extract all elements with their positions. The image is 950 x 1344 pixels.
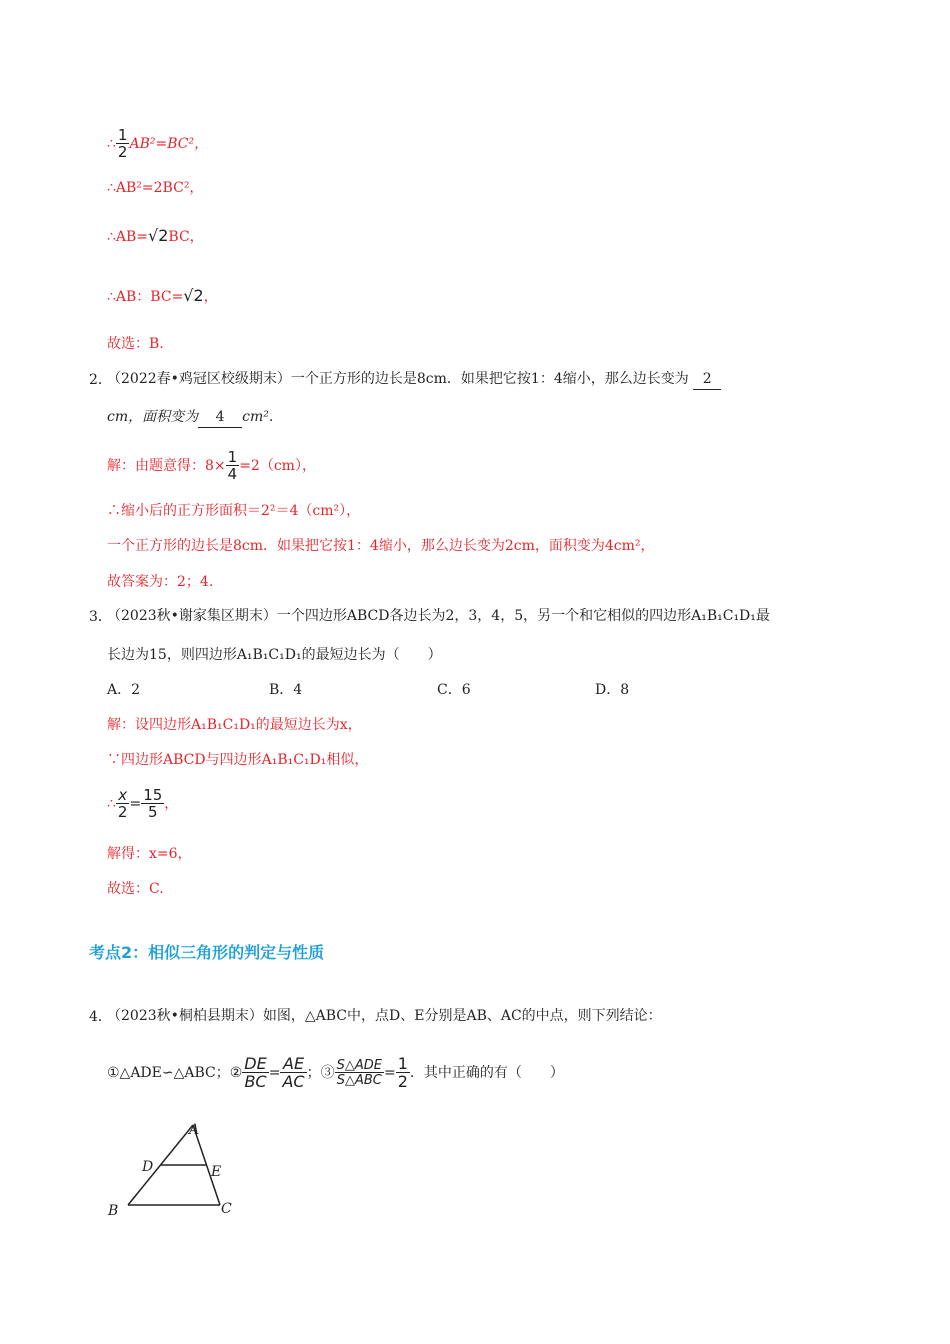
solution-line: ∴缩小后的正方形面积＝2²＝4（cm²）， <box>107 503 361 519</box>
triangle-figure <box>100 1115 250 1225</box>
question-text: （2023秋•谢家集区期末）一个四边形ABCD各边长为2，3，4，5，另一个和它相似的四边形A₁B₁C₁D₁最 <box>107 608 770 624</box>
answer-line: 故选：C. <box>107 881 164 897</box>
label-b: B <box>108 1203 119 1219</box>
fraction: $\frac{AE}{AC}$ <box>282 1054 305 1091</box>
solution-line: ∵四边形ABCD与四边形A₁B₁C₁D₁相似， <box>107 752 369 768</box>
solution-line: ∴ $\frac{x}{2}$ = $\frac{15}{5}$ ， <box>107 786 179 821</box>
fraction: $\frac{15}{5}$ <box>143 786 163 821</box>
question-conclusions: ①△ADE∽△ABC；② $\frac{DE}{BC}$ = $\frac{AE}{AC}$ ；③ $\frac{\text{S△ADE}}{\text{S△ABC}}$ = $\frac{1}{2}$ ．其中正确的有（ ） <box>107 1054 564 1091</box>
solution-line: 一个正方形的边长是8cm．如果把它按1：4缩小，那么边长变为2cm，面积变为4cm²， <box>107 538 655 554</box>
question-text: cm，面积变为 4 cm². <box>107 407 273 428</box>
label-d: D <box>142 1159 154 1175</box>
option-d[interactable]: D．8 <box>595 682 630 698</box>
section-heading: 考点2：相似三角形的判定与性质 <box>89 943 325 962</box>
option-b[interactable]: B．4 <box>269 682 303 698</box>
label-e: E <box>211 1164 222 1180</box>
label-c: C <box>221 1201 232 1217</box>
question-number: 3． <box>89 609 112 625</box>
fraction: $\frac{x}{2}$ <box>117 786 128 821</box>
answer-blank: 2 <box>693 369 721 390</box>
question-number: 2． <box>89 372 112 388</box>
question-text: （2023秋•桐柏县期末）如图，△ABC中，点D、E分别是AB、AC的中点，则下列结论： <box>107 1008 662 1024</box>
options-row <box>107 680 629 700</box>
question-text: 长边为15，则四边形A₁B₁C₁D₁的最短边长为（ ） <box>107 647 442 663</box>
fraction: $\frac{DE}{BC}$ <box>244 1054 267 1091</box>
solution-line: ∴ $\frac{1}{2}$ AB²=BC²， <box>107 126 209 161</box>
label-a: A <box>189 1122 200 1138</box>
solution-line: 解：由题意得：8× $\frac{1}{4}$ =2（cm）， <box>107 448 316 483</box>
answer-line: 故选：B. <box>107 336 164 352</box>
fraction: $\frac{1}{4}$ <box>227 448 238 483</box>
question-number: 4． <box>89 1009 112 1025</box>
solution-line: ∴AB=√2BC， <box>107 226 204 245</box>
option-a[interactable]: A．2 <box>107 682 141 698</box>
solution-line: 解：设四边形A₁B₁C₁D₁的最短边长为x， <box>107 717 362 733</box>
fraction: $\frac{\text{S△ADE}}{\text{S△ABC}}$ <box>336 1058 382 1088</box>
answer-blank: 4 <box>198 407 242 428</box>
question-text: （2022春•鸡冠区校级期末）一个正方形的边长是8cm．如果把它按1：4缩小，那么边长变为 2 <box>107 369 721 390</box>
option-c[interactable]: C．6 <box>437 682 471 698</box>
answer-line: 故答案为：2；4. <box>107 574 214 590</box>
solution-line: ∴AB²=2BC²， <box>107 180 204 196</box>
solution-line: 解得：x=6， <box>107 846 192 862</box>
fraction: $\frac{1}{2}$ <box>397 1054 408 1091</box>
fraction: $\frac{1}{2}$ <box>117 126 128 161</box>
solution-line: ∴AB：BC=√2， <box>107 286 218 305</box>
